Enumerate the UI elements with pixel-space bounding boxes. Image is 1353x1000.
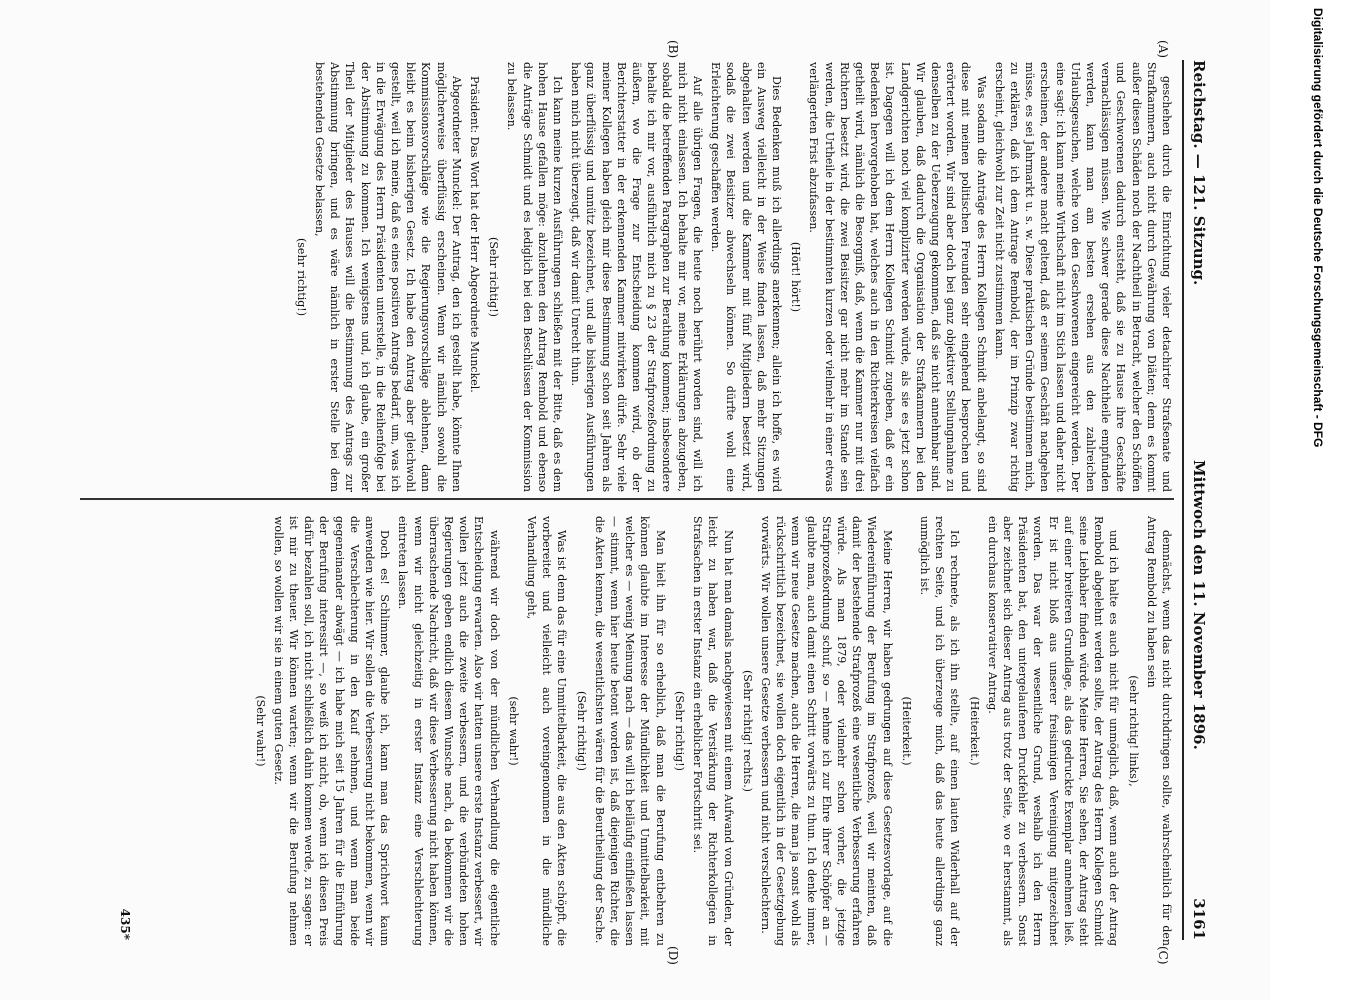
paragraph: Man hielt ihn für so erheblich, daß man die Berufung entbehren zu können glaubte im Interesse der Mündlichkeit und Unmittelbarkeit, mit welcher es — wenig Meinung nach — das will ich beiläufig einfließen lassen — stimmt, wenn hier heute betont worden ist, daß diejenigen Richter, die die Akten kennen, die wesentlichsten wären für die Beurtheilung der Sache. xyxy=(592,516,667,946)
right-column xyxy=(248,516,1174,946)
paragraph: Abgeordneter Munckel: Der Antrag, den ich gestellt habe, könnte Ihnen möglicherweise überflüssig erscheinen. Wenn wir nämlich sowohl die Kommissionsvorschläge wie die Regierungsvorschläge ablehnen, dann bleibt es beim bisherigen Gesetz. Ich habe den Antrag aber gleichwohl gestellt, weil ich meine, daß es eines positiven Antrags bedarf, um, was ich in die Erwägung des Herrn Präsidenten unterstelle, in die Reihenfolge bei der Abstimmung zu kommen. Ich wenigstens und, ich glaube, ein großer Theil der Mitglieder des Hauses will die Bestimmung des Antrags zur Abstimmung bringen, und es wäre nämlich in erster Stelle bei dem bestehenden Gesetze belassen, xyxy=(313,62,463,492)
digitization-note xyxy=(1303,8,1325,988)
paragraph: Nun hat man damals nachgewiesen mit einem Aufwand von Gründen, der leicht zu haben war, daß die Verstärkung der Richterkollegien in Strafsachen in erster Instanz ein erheblicher Fortschritt sei. xyxy=(691,516,735,946)
paragraph: (Sehr wahr!) xyxy=(253,695,267,767)
digitization-text: Digitalisierung gefördert durch die Deutsche Forschungsgemeinschaft - DFG xyxy=(1311,8,1325,448)
paragraph: Auf alle übrigen Fragen, die heute noch berührt worden sind, will ich mich nicht einlassen. Ich behalte mir vor, meine Erklärungen abzugeben, sobald die betreffenden Paragraphen zur Berathung kommen; insbesondere behalte ich mir vor, ausführlich mich zu § 23 der Strafprozeßordnung zu äußern, wo die Frage zur Entscheidung kommen wird, ob der Berichterstatter in der erkennenden Kammer mitwirken dürfe. Sehr viele meiner Kollegen haben gleich mir diese Bestimmung schon seit Jahren als ganz überflüssig und unnütz bezeichnet, und alle bisherigen Ausführungen haben mich nicht überzeugt, daß wir damit Unrecht thun. xyxy=(569,62,704,492)
paragraph: (Sehr richtig!) xyxy=(574,691,588,771)
paragraph: (sehr richtig! links), xyxy=(1126,675,1140,787)
running-header xyxy=(1182,60,1208,940)
paragraph: und ich halte es auch nicht für unmöglich, daß, wenn auch der Antrag Rembold abgelehnt werden sollte, der Antrag des Herrn Kollegen Schmidt seine Liebhaber finden würde. Meine Herren, Sie sehen, der Antrag steht auf einer breiteren Grundlage, als das gedruckte Exemplar annehmen ließ. Er ist nicht bloß aus unserer freisinnigen Vereinigung mitgezeichnet worden. Das war der wesentliche Grund, weshalb ich den Herrn Präsidenten bat, den untergelaufenen Druckfehler zu verbessern. Sonst aber zeichnet sich dieser Antrag aus trotz der Seite, wo er herstammt, als ein durchaus konservativer Antrag. xyxy=(985,516,1121,946)
paragraph: (sehr wahr!) xyxy=(506,696,520,766)
paragraph: (Sehr richtig!) xyxy=(487,237,501,317)
paragraph: (Sehr richtig! rechts.) xyxy=(740,670,754,792)
paragraph: geschehen durch die Einrichtung vieler detachirter Strafsenate und Strafkammern, auch nicht durch Gewährung von Diäten; denn es kommt außer diesen Schäden noch der Nachtheil in Betracht, welcher den Schöffen und Geschworenen dadurch entsteht, daß sie zu Hause ihre Geschäfte vernachlässigen müssen. Wie schwer gerade diese Nachtheile empfunden werden, kann man am besten ersehen aus den zahlreichen Urlaubsgesuchen, welche von den Geschworenen eingereicht werden. Der eine sagt: ich kann meine Wirthschaft nicht im Stich lassen und daher nicht erscheinen, der andere macht geltend, daß er seinem Geschäft nachgehen müsse, es sei Jahrmarkt u. s. w. Diese praktischen Gründe bestimmen mich, zu erklären, daß ich dem Antrage Rembold, der im Prinzip zwar richtig erscheint, gleichwohl zur Zeit nicht zustimmen kann. xyxy=(992,62,1173,492)
margin-marker-d: (D) xyxy=(666,946,680,965)
paragraph: Doch es! Schlimmer, glaube ich, kann man das Sprichwort kaum anwenden wie hier. Wir sollen die Verbesserung nicht bekommen, wenn wir die Verschlechterung in den Kauf nehmen, und wenn man beide gegeneinander abwägt — ich habe mich seit 15 Jahren für die Einführung der Berufung interessirt —, so weiß ich nicht, ob, wenn ich diesen Preis dafür bezahlen soll, ich nicht schließlich dahin kommen werde, zu sagen: er ist mir zu theuer. Wir können warten; wenn wir die Berufung nehmen wollen, so wollen wir sie in einem guten Gesetz. xyxy=(271,516,392,946)
paragraph: (sehr richtig!) xyxy=(294,238,308,316)
paragraph: (Heiterkeit.) xyxy=(967,696,981,766)
paragraph: Dies Bedenken muß ich allerdings anerkennen; allein ich hoffe, es wird ein Ausweg vielleicht in der Weise finden lassen, daß mehr Sitzungen abgehalten werden und die Kammer mit fünf Mitgliedern besetzt wird, sodaß die zwei Beisitzer abwechseln können. So dürfte wohl eine Erleichterung geschaffen werden. xyxy=(709,62,783,492)
left-column xyxy=(290,62,1174,492)
paragraph: während wir doch von der mündlichen Verhandlung die eigentliche Entscheidung erwarten. Also wir hatten unsere erste Instanz verbessert, wir wollen jetzt auch die zweite verbessern, und die verbündeten hohen Regierungen geben endlich diesem Wunsche nach, da bekommen wir die überraschende Nachricht, daß wir diese Verbesserung nicht haben können, wenn wir nicht gleichzeitig in erster Instanz eine Verschlechterung eintreten lassen. xyxy=(396,516,501,946)
page-number: 3161 xyxy=(1190,898,1208,940)
paragraph: Ich rechnete, als ich ihn stellte, auf einen lauten Widerhall auf der rechten Seite, und ich überzeuge mich, daß das heute allerdings ganz unmöglich ist. xyxy=(917,516,962,946)
paragraph: Was sodann die Anträge des Herrn Kollegen Schmidt anbelangt, so sind diese mit meinen politischen Freunden sehr eingehend besprochen und erörtert worden. Wir sind aber doch bei ganz objektiver Stellungnahme zu denselben zu der Ueberzeugung gekommen, daß sie nicht annehmbar sind. Wir glauben, daß dadurch die Organisation der Strafkammern bei den Landgerichten noch viel komplizirter werden würde, als sie es jetzt schon ist. Dagegen will ich dem Herrn Kollegen Schmidt zugeben, daß er ein Bedenken hervorgehoben hat, welches auch in den Richterkreisen vielfach getheilt wird, nämlich die Besorgniß, daß, wenn die Kammer nur mit drei Richtern besetzt wird, die zwei Beisitzer gar nicht mehr im Stande sein werden, die Urtheile in der bestimmten kurzen oder vielmehr in einer etwas verlängerten Frist abzufassen. xyxy=(807,62,988,492)
column-divider xyxy=(80,498,1174,500)
margin-marker-c: (C) xyxy=(1156,946,1170,965)
paragraph: (Heiterkeit.) xyxy=(899,696,913,766)
paragraph: Präsident: Das Wort hat der Herr Abgeordnete Munckel. xyxy=(468,76,482,393)
margin-marker-b: (B) xyxy=(666,40,680,59)
header-date: Mittwoch den 11. November 1896. xyxy=(1190,460,1208,750)
margin-marker-a: (A) xyxy=(1156,40,1170,59)
paragraph: (Sehr richtig!) xyxy=(672,691,686,771)
signature-mark: 435* xyxy=(118,908,132,940)
paragraph: (Hört! hört!) xyxy=(789,241,803,313)
paragraph: demnächst, wenn das nicht durchdringen sollte, wahrscheinlich für den Antrag Rembold zu haben sein xyxy=(1144,516,1173,946)
header-rule xyxy=(1182,60,1184,940)
paragraph: Ich kann meine kurzen Ausführungen schließen mit der Bitte, daß es dem hohen Hause gefallen möge: abzulehnen den Antrag Rembold und ebenso die Anträge Schmidt und es lediglich bei den Beschlüssen der Kommission zu belassen. xyxy=(505,62,565,492)
header-left: Reichstag. — 121. Sitzung. xyxy=(1190,60,1208,286)
paragraph: Was ist denn das für eine Unmittelbarkeit, die aus den Akten schöpft, die vorbereitet und vielleicht auch voreingenommen in die mündliche Verhandlung geht, xyxy=(525,516,569,946)
paragraph: Meine Herren, wir haben gedrungen auf diese Gesetzesvorlage, auf die Wiedereinführung der Berufung im Strafprozeß, weil wir meinten, daß damit der bestehende Strafprozeß eine wesentliche Verbesserung erfahren würde. Als man 1879, oder vielmehr schon vorher, die jetzige Strafprozeßordnung schuf, so — nehme ich zur Ehre ihrer Schöpfer an — glaubte man, auch damit einen Schritt vorwärts zu thun. Ich denke immer, wenn wir neue Gesetze machen, auch die Herren, die man ja sonst wohl als rückschrittlich bezeichnet, sie wollen doch eigentlich in der Gesetzgebung vorwärts. Wir wollen unsere Gesetze verbessern und nicht verschlechtern. xyxy=(758,516,894,946)
